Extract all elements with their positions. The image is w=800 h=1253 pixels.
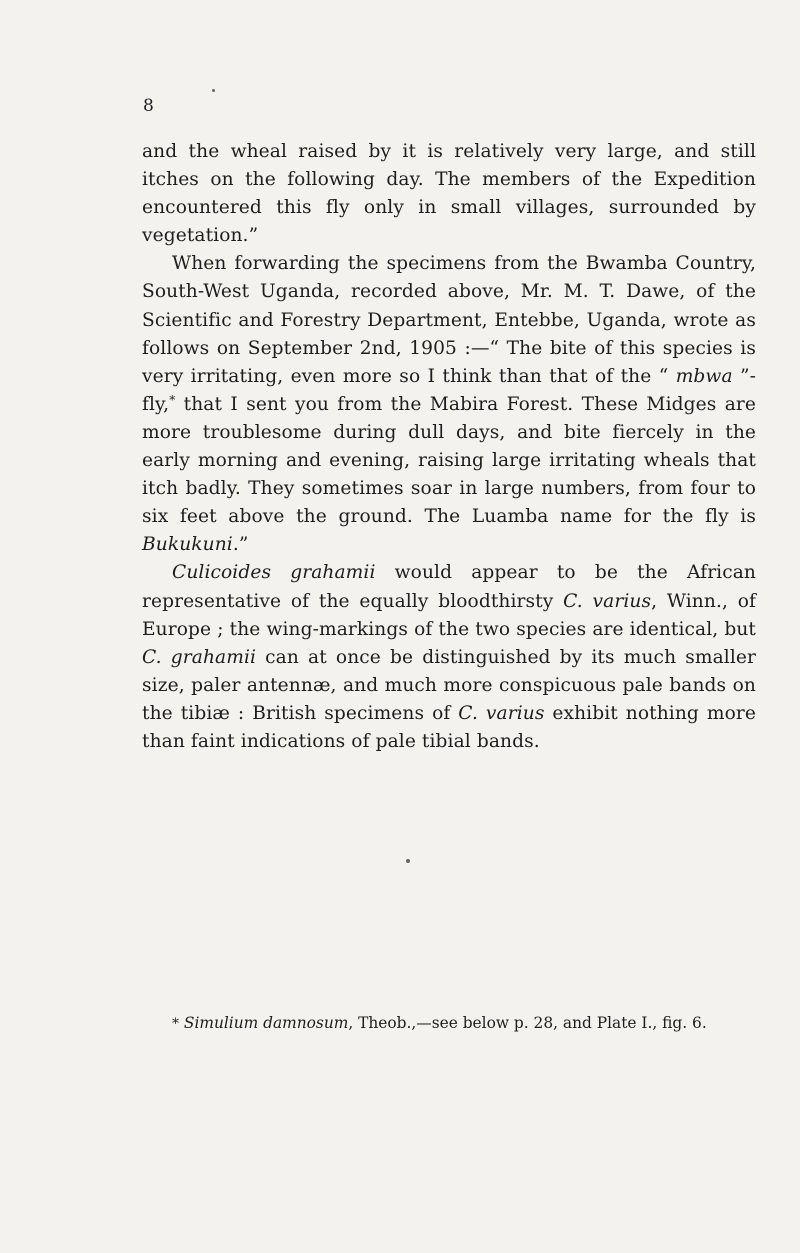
footnote-reference: * [169, 392, 176, 407]
text-run: ”-fly, [142, 365, 756, 415]
text-run: .” [232, 534, 249, 556]
italic-text: C. grahamii [142, 646, 257, 668]
paper-speck [406, 859, 410, 863]
paragraph-2 [142, 250, 756, 559]
italic-text: C. varius [563, 590, 652, 612]
text-run: that I sent you from the Mabira Forest. These Midges are more troublesome during dull days, and bite fiercely in the early morning and evening, raising large irritating wheals that itch badly. They sometimes soar in large numbers, from four to six feet above the ground. The Luamba name for the fly is [142, 393, 756, 528]
paper-speck [212, 89, 215, 92]
italic-text: mbwa [675, 365, 733, 387]
paragraph-1 [142, 138, 756, 250]
italic-text: Culicoides grahamii [172, 562, 376, 584]
text-run: would appear to be the African representative of the equally bloodthirsty [142, 562, 756, 612]
italic-text: C. varius [458, 702, 545, 724]
footnote-marker: * [172, 1016, 179, 1032]
footnote-text: , Theob.,—see below p. 28, and Plate I., fig. 6. [348, 1014, 707, 1032]
paragraph-3 [142, 559, 756, 756]
text-run: When forwarding the specimens from the Bwamba Country, South-West Uganda, recorded above, Mr. M. T. Dawe, of the Scientific and Forestry Department, Entebbe, Uganda, wrote as follows on September 2nd, 1905 :—“ The bite of this species is very irritating, even more so I think than that of the “ [142, 253, 756, 387]
footnote-species: Simulium damnosum [183, 1014, 349, 1032]
text-run: exhibit nothing more than faint indications of pale tibial bands. [142, 702, 756, 752]
text-run: and the wheal raised by it is relatively very large, and still itches on the following day. The members of the Expedition encountered this fly only in small villages, surrounded by vegetation.” [142, 141, 756, 247]
italic-text: Bukukuni [142, 534, 233, 556]
text-run: can at once be distinguished by its much smaller size, paler antennæ, and much more conspicuous pale bands on the tibiæ : British specimens of [142, 646, 756, 724]
body-text [142, 138, 756, 756]
text-run: , Winn., of Europe ; the wing-markings of the two species are identical, but [142, 590, 756, 640]
page-number: 8 [143, 96, 154, 116]
footnote [172, 1013, 732, 1034]
